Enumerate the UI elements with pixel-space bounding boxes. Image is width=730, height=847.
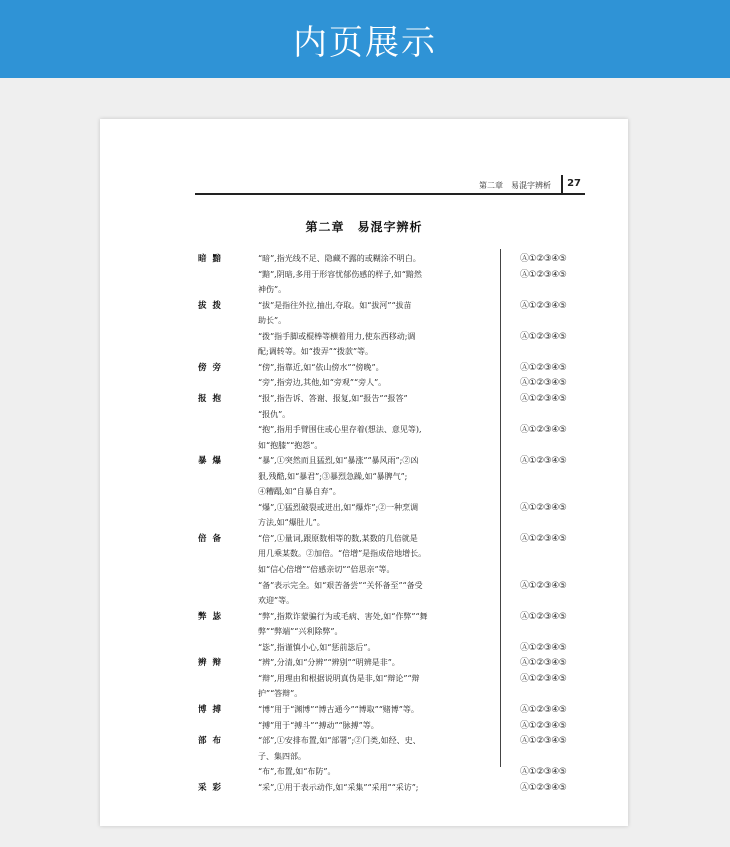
entry-text-line: “报仇”。	[258, 409, 291, 419]
rating-circles: Ⓐ①②③④⑤	[520, 533, 567, 544]
entry-text-line: 护”“答辩”。	[258, 689, 303, 699]
entry-text-line: “布”,布置,如“布防”。	[258, 767, 336, 777]
rating-circles: Ⓐ①②③④⑤	[520, 378, 567, 389]
rating-circles: Ⓐ①②③④⑤	[520, 300, 567, 311]
header-title: 内页展示	[293, 22, 437, 63]
rating-circles: Ⓐ①②③④⑤	[520, 611, 567, 622]
entry-text-line: ④糟蹋,如“自暴自弃”。	[258, 487, 341, 497]
entry-text-line: “备”表示完全。如“艰苦备尝”“关怀备至”“备受	[258, 580, 423, 590]
entry-text-line: “拔”是指往外拉,抽出,夺取。如“拔河”“拔苗	[258, 300, 412, 310]
column-divider	[500, 249, 501, 767]
rating-circles: Ⓐ①②③④⑤	[520, 331, 567, 342]
running-head-text: 第二章 易混字辨析	[479, 181, 551, 190]
rating-circles: Ⓐ①②③④⑤	[520, 393, 567, 404]
entry-text-line: 欢迎”等。	[258, 596, 295, 606]
header-banner	[0, 0, 730, 78]
entry-text-line: “倍”,①量词,跟原数相等的数,某数的几倍就是	[258, 533, 418, 543]
entry-term: 博搏	[198, 704, 228, 715]
entry-text-line: “博”用于“渊博”“博古通今”“博取”“赌博”等。	[258, 704, 419, 714]
rating-circles: Ⓐ①②③④⑤	[520, 362, 567, 373]
entry-term: 傍旁	[198, 362, 228, 373]
rating-circles: Ⓐ①②③④⑤	[520, 736, 567, 747]
entry-term: 部布	[198, 736, 228, 747]
page-number: 27	[567, 178, 581, 189]
rating-circles: Ⓐ①②③④⑤	[520, 254, 567, 264]
rating-circles: Ⓐ①②③④⑤	[520, 720, 567, 731]
entry-text-line: “抱”,指用手臂围住或心里存着(想法、意见等),	[258, 425, 422, 435]
entry-text-line: 子、集四部。	[258, 751, 306, 761]
entry-text-line: “爆”,①猛烈破裂或迸出,如“爆炸”;②一种烹调	[258, 502, 419, 512]
entry-text-line: “采”,①用于表示动作,如“采集”“采用”“采访”;	[258, 782, 419, 792]
entry-text-line: “黯”,阴暗,多用于形容忧郁伤感的样子,如“黯然	[258, 269, 422, 279]
rating-circles: Ⓐ①②③④⑤	[520, 658, 567, 669]
entry-term: 暗黯	[198, 254, 228, 264]
entry-term: 弊毖	[198, 611, 228, 622]
rating-circles: Ⓐ①②③④⑤	[520, 642, 567, 653]
entry-term: 倍备	[198, 533, 228, 544]
entry-text-line: “毖”,指谨慎小心,如“惩前毖后”。	[258, 642, 376, 652]
rating-circles: Ⓐ①②③④⑤	[520, 502, 567, 513]
running-head-separator	[561, 175, 563, 193]
rating-circles: Ⓐ①②③④⑤	[520, 767, 567, 778]
entry-text-line: 弊”“弊端”“兴利除弊”。	[258, 627, 343, 637]
entry-text-line: 狠,残酷,如“暴君”;③暴烈急躁,如“暴脾气”;	[258, 471, 408, 481]
entry-text-line: 如“信心倍增”“倍感亲切”“倍思亲”等。	[258, 565, 395, 574]
entry-term: 报抱	[198, 393, 228, 404]
rating-circles: Ⓐ①②③④⑤	[520, 456, 567, 467]
entry-text-line: 助长”。	[258, 316, 287, 326]
entry-text-line: 神伤”。	[258, 285, 287, 295]
book-page	[100, 119, 628, 826]
entry-text-line: “搏”用于“搏斗”“搏动”“脉搏”等。	[258, 720, 379, 730]
rating-circles: Ⓐ①②③④⑤	[520, 704, 567, 715]
entry-text-line: “部”,①安排布置,如“部署”;②门类,如经、史、	[258, 736, 421, 746]
entry-text-line: 用几乘某数。②加倍。“倍增”是指成倍地增长。	[258, 549, 427, 559]
entry-text-line: “旁”,指旁边,其他,如“旁观”“旁人”。	[258, 378, 387, 388]
entry-text-line: “暴”,①突然而且猛烈,如“暴涨”“暴风雨”;②凶	[258, 456, 419, 466]
entry-text-line: 配;调转等。如“拨弄”“拨款”等。	[258, 347, 374, 357]
entry-text-line: “拨”指手脚或棍棒等横着用力,使东西移动;调	[258, 331, 416, 341]
entry-text-line: 如“抱膝”“抱怨”。	[258, 440, 323, 450]
entry-term: 辨辩	[198, 658, 228, 669]
entry-term: 拔拨	[198, 300, 228, 311]
entry-text-line: “弊”,指欺诈蒙骗行为或毛病、害处,如“作弊”“舞	[258, 611, 428, 621]
entry-text-line: “辩”,用理由和根据说明真伪是非,如“辩论”“辩	[258, 673, 420, 683]
chapter-title: 第二章 易混字辨析	[305, 220, 423, 234]
entry-text-line: “暗”,指光线不足、隐藏不露的或糊涂不明白。	[258, 254, 421, 263]
rating-circles: Ⓐ①②③④⑤	[520, 782, 567, 793]
entry-text-line: “报”,指告诉、答谢、报复,如“报告”“报答”	[258, 393, 408, 403]
entry-text-line: “傍”,指靠近,如“依山傍水”“傍晚”。	[258, 362, 384, 372]
entry-text-line: “辨”,分清,如“分辨”“辨别”“明辨是非”。	[258, 658, 400, 668]
rating-circles: Ⓐ①②③④⑤	[520, 673, 567, 684]
rating-circles: Ⓐ①②③④⑤	[520, 269, 567, 280]
entry-text-line: 方法,如“爆肚儿”。	[258, 518, 325, 528]
rating-circles: Ⓐ①②③④⑤	[520, 580, 567, 591]
entry-term: 暴爆	[198, 456, 228, 467]
entry-term: 采彩	[198, 782, 228, 793]
rating-circles: Ⓐ①②③④⑤	[520, 425, 567, 436]
running-head	[195, 177, 585, 195]
